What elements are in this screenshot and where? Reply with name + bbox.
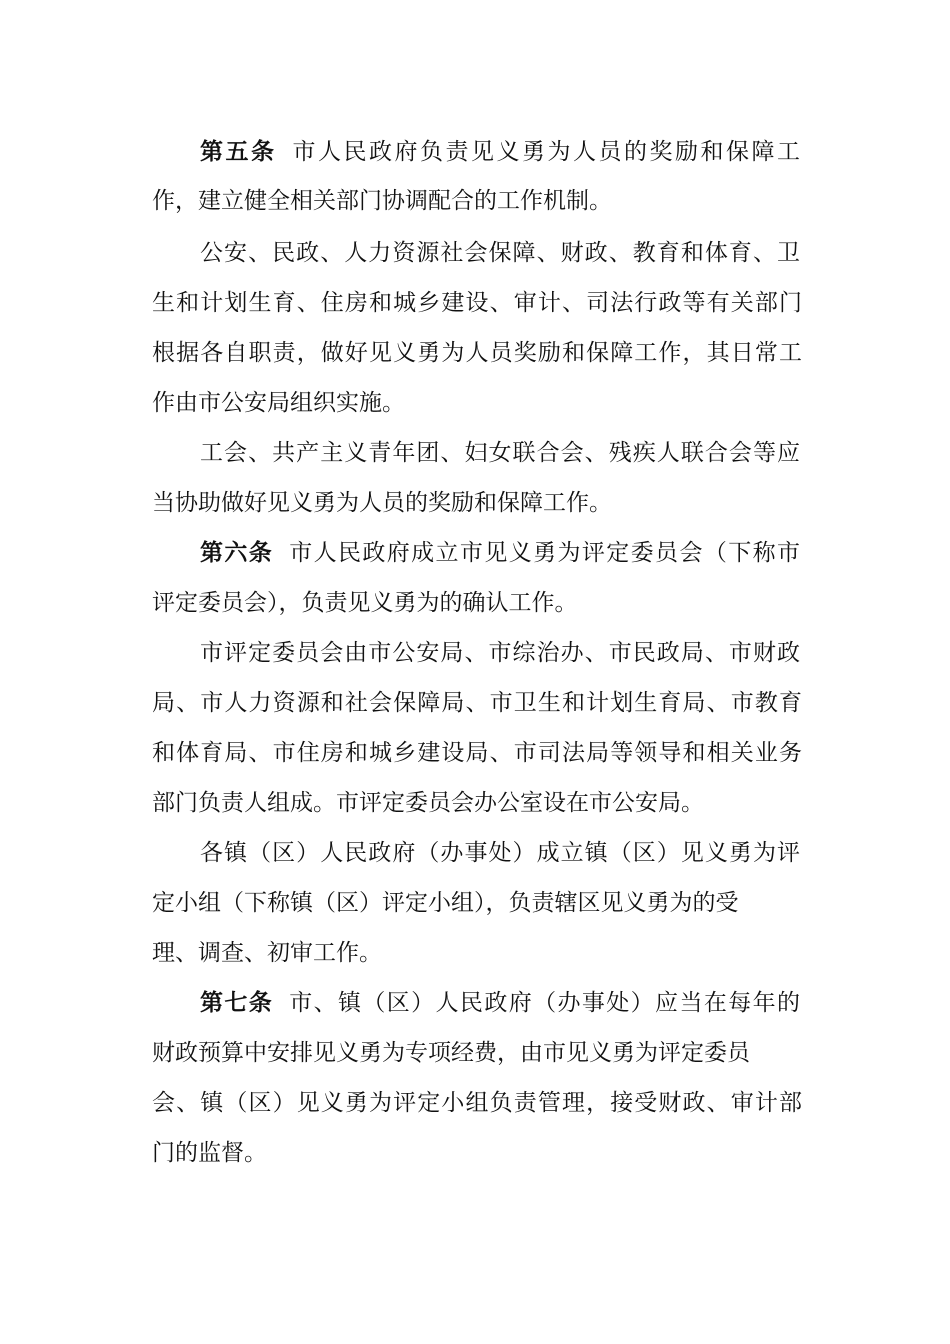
unions-line-1: 工会、共产主义青年团、妇女联合会、残疾人联合会等应 bbox=[200, 440, 800, 466]
article-5-text: 市人民政府负责见义勇为人员的奖励和保障工 bbox=[292, 139, 800, 165]
town-group-line-2: 定小组（下称镇（区）评定小组），负责辖区见义勇为的受 bbox=[152, 890, 739, 916]
committee-line-1: 市评定委员会由市公安局、市综治办、市民政局、市财政 bbox=[200, 640, 800, 666]
article-5-line-2: 作，建立健全相关部门协调配合的工作机制。 bbox=[152, 188, 612, 214]
departments-line-4: 作由市公安局组织实施。 bbox=[152, 390, 405, 416]
article-6-text: 市人民政府成立市见义勇为评定委员会（下称市 bbox=[289, 540, 801, 566]
article-7-text: 市、镇（区）人民政府（办事处）应当在每年的 bbox=[289, 990, 801, 1016]
article-5-line-1 bbox=[200, 137, 800, 167]
town-group-line-3: 理、调查、初审工作。 bbox=[152, 940, 382, 966]
article-6-line-2: 评定委员会），负责见义勇为的确认工作。 bbox=[152, 590, 578, 616]
town-group-line-1: 各镇（区）人民政府（办事处）成立镇（区）见义勇为评 bbox=[200, 840, 800, 866]
unions-line-2: 当协助做好见义勇为人员的奖励和保障工作。 bbox=[152, 490, 612, 516]
departments-line-3: 根据各自职责，做好见义勇为人员奖励和保障工作，其日常工 bbox=[152, 340, 802, 366]
departments-line-1: 公安、民政、人力资源社会保障、财政、教育和体育、卫 bbox=[200, 240, 800, 266]
article-7-line-4: 门的监督。 bbox=[152, 1140, 267, 1166]
article-7-line-1 bbox=[200, 988, 800, 1018]
article-7-heading: 第七条 bbox=[200, 990, 274, 1016]
article-7-line-3: 会、镇（区）见义勇为评定小组负责管理，接受财政、审计部 bbox=[152, 1090, 802, 1116]
article-5-heading: 第五条 bbox=[200, 139, 277, 165]
committee-line-3: 和体育局、市住房和城乡建设局、市司法局等领导和相关业务 bbox=[152, 740, 802, 766]
article-7-line-2: 财政预算中安排见义勇为专项经费，由市见义勇为评定委员 bbox=[152, 1040, 750, 1066]
article-6-line-1 bbox=[200, 538, 800, 568]
article-6-heading: 第六条 bbox=[200, 540, 274, 566]
committee-line-4: 部门负责人组成。市评定委员会办公室设在市公安局。 bbox=[152, 790, 704, 816]
departments-line-2: 生和计划生育、住房和城乡建设、审计、司法行政等有关部门 bbox=[152, 290, 802, 316]
committee-line-2: 局、市人力资源和社会保障局、市卫生和计划生育局、市教育 bbox=[152, 690, 802, 716]
